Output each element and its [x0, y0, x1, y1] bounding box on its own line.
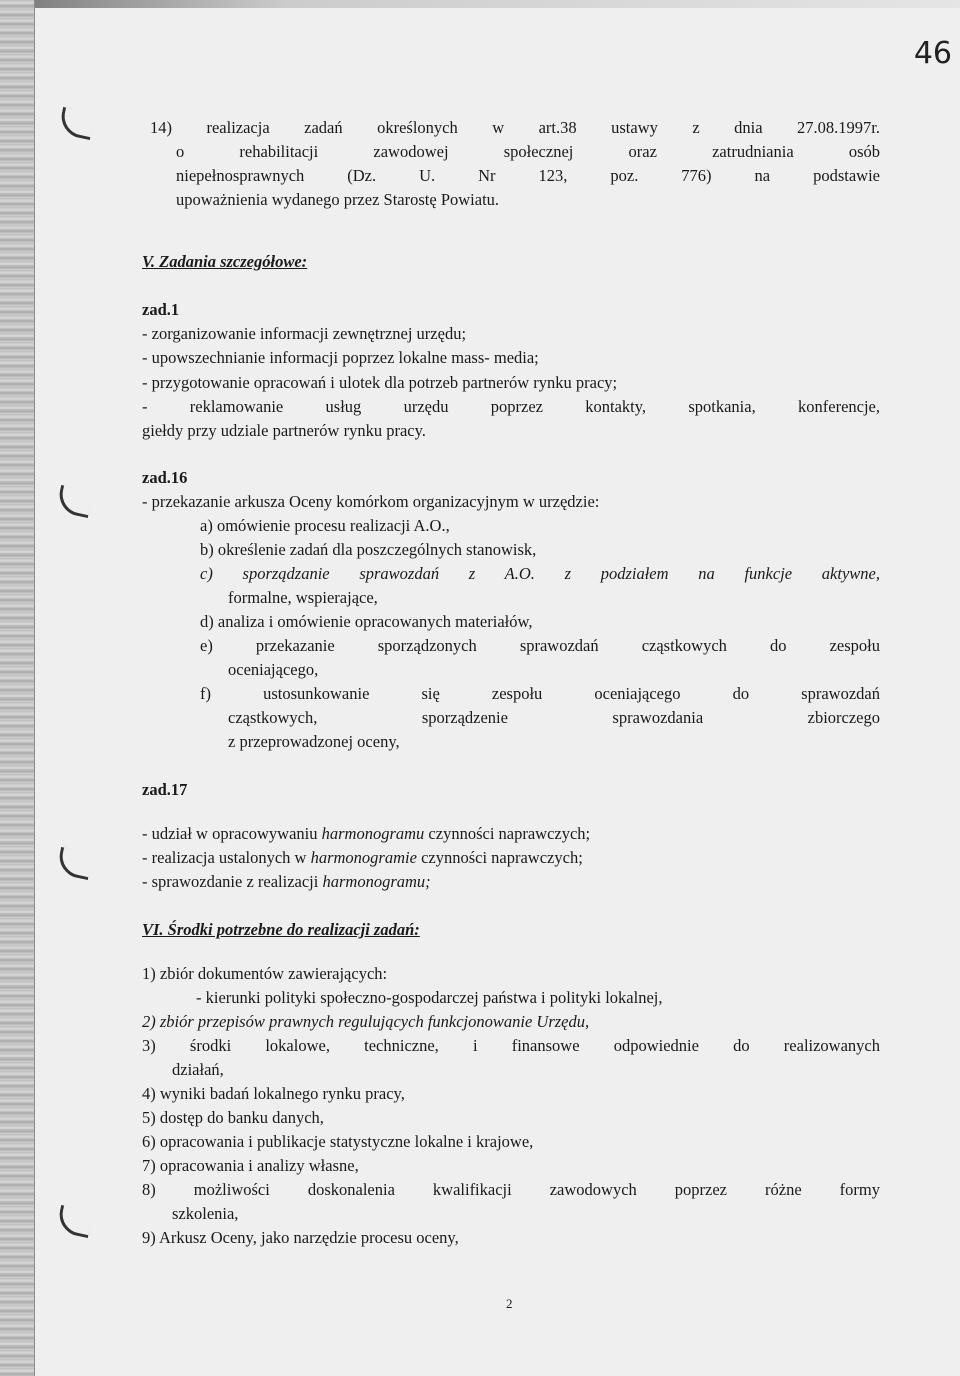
zad1-line: giełdy przy udziale partnerów rynku pracy. — [142, 421, 426, 440]
zad17-text: - udział w opracowywaniu — [142, 824, 322, 843]
zad17-label: zad.17 — [142, 780, 188, 799]
zad17-line — [142, 848, 583, 868]
resource-item-3-cont: działań, — [172, 1060, 224, 1079]
resource-item-6: 6) opracowania i publikacje statystyczne lokalne i krajowe, — [142, 1132, 534, 1151]
zad17-emphasis: harmonogramie — [310, 848, 417, 867]
punch-hole-mark — [56, 847, 94, 880]
zad16-item-a: a) omówienie procesu realizacji A.O., — [200, 516, 450, 535]
handwritten-page-mark: 46 — [913, 36, 952, 71]
resource-item-1: 1) zbiór dokumentów zawierających: — [142, 964, 388, 983]
zad16-label: zad.16 — [142, 468, 188, 487]
scan-top-edge — [0, 0, 960, 8]
resource-item-4: 4) wyniki badań lokalnego rynku pracy, — [142, 1084, 405, 1103]
zad1-line: - reklamowanie usług urzędu poprzez kontakty, spotkania, konferencje, — [142, 397, 880, 416]
zad16-item-f-cont: cząstkowych, sporządzenie sprawozdania zbiorczego — [228, 708, 880, 727]
zad1-line: - zorganizowanie informacji zewnętrznej urzędu; — [142, 324, 467, 343]
resource-item-9: 9) Arkusz Oceny, jako narzędzie procesu oceny, — [142, 1228, 459, 1247]
resource-item-8-cont: szkolenia, — [172, 1204, 239, 1223]
zad16-item-f: f) ustosunkowanie się zespołu oceniającego do sprawozdań — [200, 684, 880, 703]
resource-item-8: 8) możliwości doskonalenia kwalifikacji zawodowych poprzez różne formy — [142, 1180, 880, 1199]
zad17-text: - realizacja ustalonych w — [142, 848, 311, 867]
zad17-line — [142, 824, 590, 844]
zad16-item-e-cont: oceniającego, — [228, 660, 319, 679]
zad16-intro: - przekazanie arkusza Oceny komórkom organizacyjnym w urzędzie: — [142, 492, 600, 511]
zad17-emphasis: harmonogramu — [321, 824, 425, 843]
zad17-line — [142, 872, 431, 892]
punch-hole-mark — [58, 107, 96, 140]
item14-line: upoważnienia wydanego przez Starostę Powiatu. — [176, 190, 500, 209]
zad17-emphasis: harmonogramu; — [322, 872, 431, 891]
resource-item-7: 7) opracowania i analizy własne, — [142, 1156, 359, 1175]
zad16-item-c-cont: formalne, wspierające, — [228, 588, 378, 607]
item14-line: o rehabilitacji zawodowej społecznej oraz zatrudniania osób — [176, 142, 880, 161]
item14-line: niepełnosprawnych (Dz. U. Nr 123, poz. 776) na podstawie — [176, 166, 880, 185]
zad16-item-b: b) określenie zadań dla poszczególnych stanowisk, — [200, 540, 537, 559]
item14-line: 14) realizacja zadań określonych w art.38 ustawy z dnia 27.08.1997r. — [150, 118, 880, 137]
resource-item-1a: - kierunki polityki społeczno-gospodarczej państwa i polityki lokalnej, — [196, 988, 663, 1007]
zad16-item-c: c) sporządzanie sprawozdań z A.O. z podziałem na funkcje aktywne, — [200, 564, 880, 583]
zad16-item-e: e) przekazanie sporządzonych sprawozdań cząstkowych do zespołu — [200, 636, 880, 655]
punch-hole-mark — [56, 485, 94, 518]
resource-item-3: 3) środki lokalowe, techniczne, i finansowe odpowiednie do realizowanych — [142, 1036, 880, 1055]
zad1-line: - upowszechnianie informacji poprzez lokalne mass- media; — [142, 348, 539, 367]
zad1-label: zad.1 — [142, 300, 180, 319]
scan-left-edge — [0, 0, 35, 1376]
section-vi-heading: VI. Środki potrzebne do realizacji zadań: — [142, 920, 420, 939]
resource-item-5: 5) dostęp do banku danych, — [142, 1108, 324, 1127]
section-v-heading: V. Zadania szczegółowe: — [142, 252, 308, 271]
zad17-text: czynności naprawczych; — [424, 824, 591, 843]
resource-item-2: 2) zbiór przepisów prawnych regulujących funkcjonowanie Urzędu, — [142, 1012, 590, 1031]
zad16-item-d: d) analiza i omówienie opracowanych materiałów, — [200, 612, 533, 631]
zad17-text: czynności naprawczych; — [416, 848, 583, 867]
zad16-item-f-cont: z przeprowadzonej oceny, — [228, 732, 400, 751]
page-number: 2 — [506, 1296, 513, 1311]
punch-hole-mark — [56, 1205, 94, 1238]
zad1-line: - przygotowanie opracowań i ulotek dla potrzeb partnerów rynku pracy; — [142, 373, 618, 392]
zad17-text: - sprawozdanie z realizacji — [142, 872, 323, 891]
